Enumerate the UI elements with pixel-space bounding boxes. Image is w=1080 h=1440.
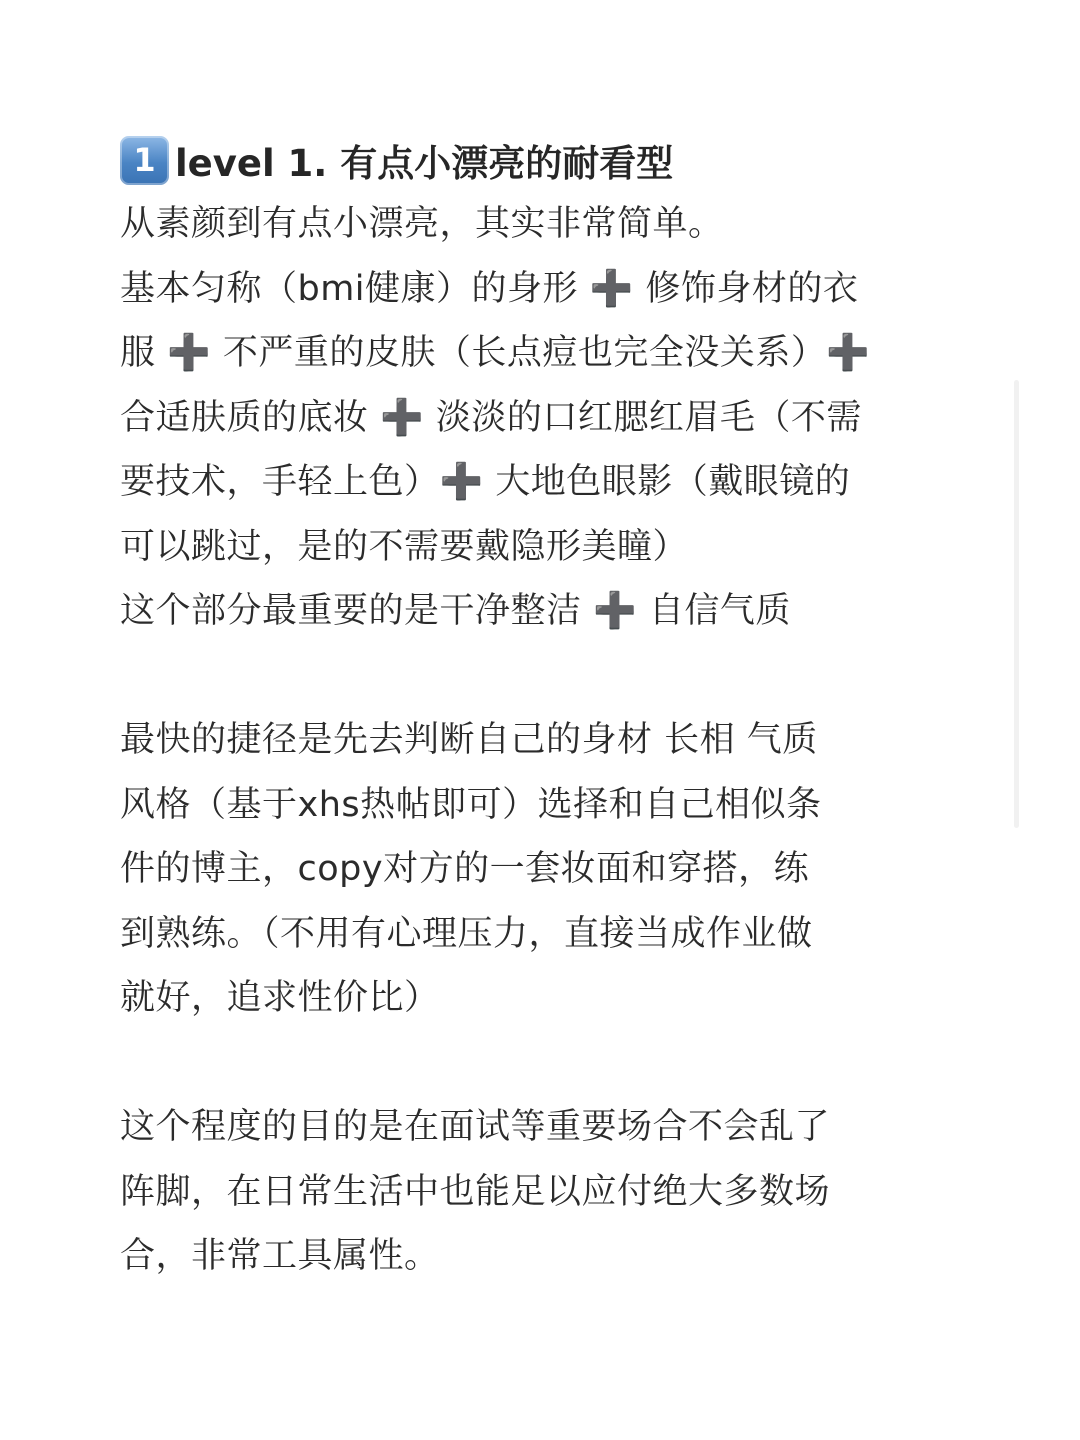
paragraph-shortcut xyxy=(120,708,970,1031)
text-line: 风格（基于xhs热帖即可）选择和自己相似条 xyxy=(120,784,822,825)
text-line: 要技术，手轻上色）➕ 大地色眼影（戴眼镜的 xyxy=(120,462,851,502)
paragraph-spacer xyxy=(120,644,970,709)
keycap-one-icon: 1 xyxy=(120,136,169,185)
paragraph-intro xyxy=(120,192,970,644)
text-line: 可以跳过，是的不需要戴隐形美瞳） xyxy=(120,526,689,567)
text-line: 从素颜到有点小漂亮，其实非常简单。 xyxy=(120,204,724,244)
text-line: 合，非常工具属性。 xyxy=(120,1236,440,1276)
text-line: 服 ➕ 不严重的皮肤（长点痘也完全没关系）➕ xyxy=(120,333,871,373)
text-line: 阵脚，在日常生活中也能足以应付绝大多数场 xyxy=(120,1171,831,1212)
section-title: level 1. 有点小漂亮的耐看型 xyxy=(175,142,674,185)
post-body xyxy=(120,128,970,1289)
paragraph-spacer xyxy=(120,1031,970,1096)
text-line: 到熟练。（不用有心理压力，直接当成作业做 xyxy=(120,913,813,954)
text-line: 最快的捷径是先去判断自己的身材 长相 气质 xyxy=(120,720,818,760)
text-line: 基本匀称（bmi健康）的身形 ➕ 修饰身材的衣 xyxy=(120,268,859,309)
text-line: 这个部分最重要的是干净整洁 ➕ 自信气质 xyxy=(120,591,791,631)
section-heading xyxy=(120,128,970,192)
text-line: 这个程度的目的是在面试等重要场合不会乱了 xyxy=(120,1107,831,1147)
text-line: 合适肤质的底妆 ➕ 淡淡的口红腮红眉毛（不需 xyxy=(120,397,862,438)
paragraph-purpose xyxy=(120,1095,970,1289)
text-line: 就好，追求性价比） xyxy=(120,978,440,1018)
text-line: 件的博主，copy对方的一套妆面和穿搭，练 xyxy=(120,849,810,889)
scrollbar[interactable] xyxy=(1014,380,1019,828)
